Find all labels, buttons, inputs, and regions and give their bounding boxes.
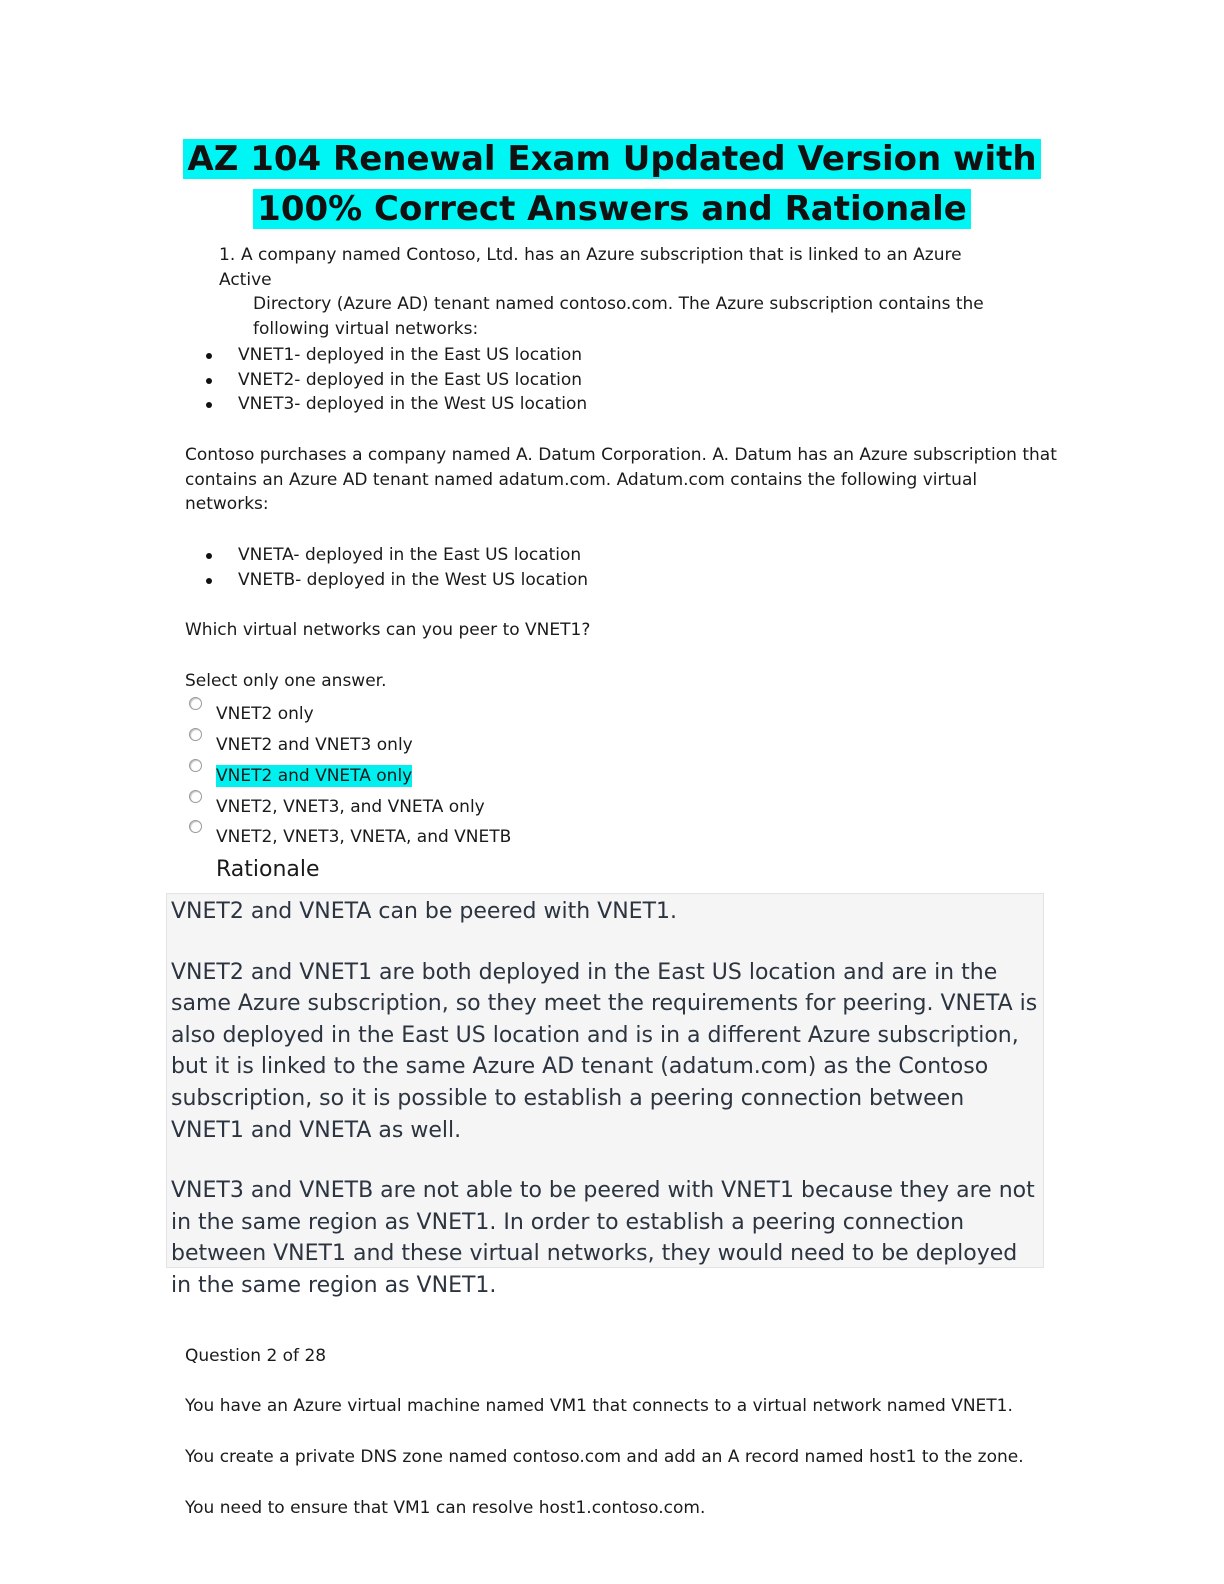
bullet-icon [206, 353, 212, 359]
question-counter: Question 2 of 28 [185, 1346, 327, 1366]
contoso-network-list [186, 343, 587, 417]
list-item: VNET3- deployed in the West US location [186, 392, 587, 417]
rationale-paragraph: VNET2 and VNET1 are both deployed in the East US location and are in the same Azure subscription, so they meet the requirements for peering. VNETA is also deployed in the East US location and is in a different Azure subscription, but it is linked to the same Azure AD tenant (adatum.com) as the Contoso subscription, so it is possible to establish a peering connection between VNET1 and VNETA as well. [171, 959, 1038, 1143]
radio-button[interactable] [189, 790, 202, 803]
option-label: VNET2 and VNET3 only [216, 735, 413, 755]
bullet-icon [206, 402, 212, 408]
option-label: VNET2, VNET3, and VNETA only [216, 797, 485, 817]
question-2-line: You need to ensure that VM1 can resolve host1.contoso.com. [185, 1498, 706, 1518]
answer-instruction: Select only one answer. [185, 671, 387, 691]
bullet-icon [206, 553, 212, 559]
option-label: VNET2 only [216, 704, 314, 724]
title-line-2: 100% Correct Answers and Rationale [253, 189, 971, 229]
adatum-paragraph: Contoso purchases a company named A. Datum Corporation. A. Datum has an Azure subscription that contains an Azure AD tenant named adatum.com. Adatum.com contains the following virtual networks: [185, 445, 1057, 514]
option-label: VNET2, VNET3, VNETA, and VNETB [216, 827, 512, 847]
list-item: VNET1- deployed in the East US location [186, 343, 587, 368]
question-number: 1. [219, 245, 236, 265]
question-text-line: A company named Contoso, Ltd. has an Azure subscription that is linked to an Azure Active [219, 245, 962, 290]
question-text-line: Directory (Azure AD) tenant named contoso.com. The Azure subscription contains the [253, 294, 984, 314]
radio-button[interactable] [189, 697, 202, 710]
rationale-paragraph: VNET2 and VNETA can be peered with VNET1. [171, 899, 677, 924]
rationale-heading: Rationale [216, 857, 320, 882]
question-2-line: You create a private DNS zone named contoso.com and add an A record named host1 to the zone. [185, 1447, 1024, 1467]
title-line-1: AZ 104 Renewal Exam Updated Version with [183, 139, 1040, 179]
adatum-network-list [186, 543, 588, 592]
list-item: VNET2- deployed in the East US location [186, 368, 587, 393]
radio-button[interactable] [189, 728, 202, 741]
list-item: VNETB- deployed in the West US location [186, 568, 588, 593]
bullet-icon [206, 378, 212, 384]
option-label-highlighted: VNET2 and VNETA only [216, 766, 413, 786]
document-title [0, 134, 1224, 234]
question-prompt: Which virtual networks can you peer to VNET1? [185, 620, 591, 640]
rationale-paragraph: VNET3 and VNETB are not able to be peered with VNET1 because they are not in the same region as VNET1. In order to establish a peering connection between VNET1 and these virtual networks, they would need to be deployed in the same region as VNET1. [171, 1178, 1035, 1298]
question-2-line: You have an Azure virtual machine named VM1 that connects to a virtual network named VNET1. [185, 1396, 1013, 1416]
list-item: VNETA- deployed in the East US location [186, 543, 588, 568]
rationale-box [166, 893, 1044, 1298]
question-1-text [219, 243, 1019, 341]
radio-button[interactable] [189, 820, 202, 833]
question-text-line: following virtual networks: [253, 318, 479, 339]
bullet-icon [206, 578, 212, 584]
radio-button[interactable] [189, 759, 202, 772]
